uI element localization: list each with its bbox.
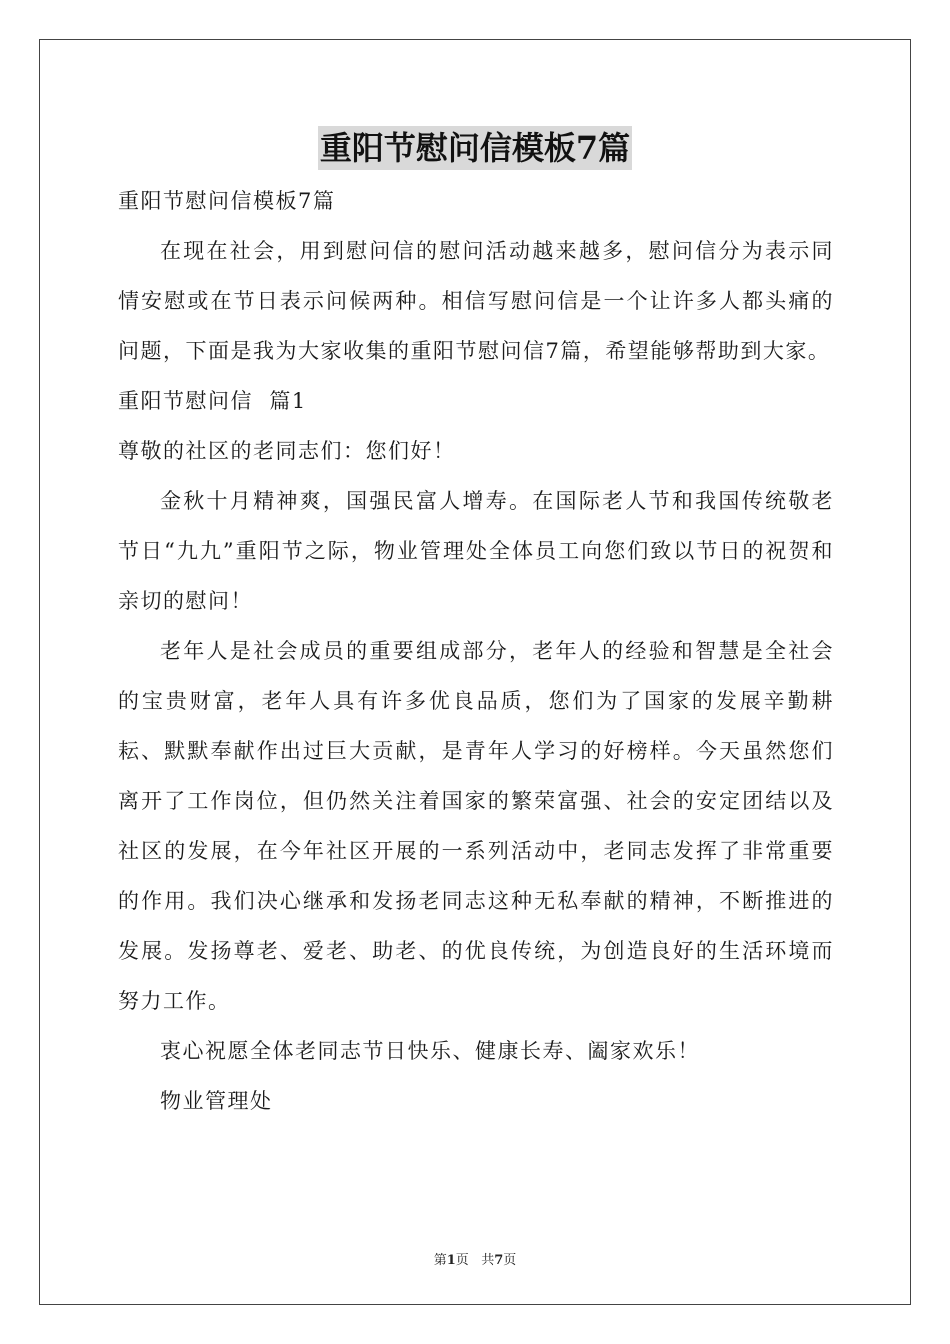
page-footer — [0, 1249, 950, 1268]
total-prefix: 共 — [481, 1253, 495, 1268]
page-suffix: 页 — [455, 1253, 469, 1268]
document-body — [118, 176, 834, 1126]
total-suffix: 页 — [503, 1253, 517, 1268]
page-number: 1 — [446, 1253, 456, 1268]
signature: 物业管理处 — [160, 1089, 273, 1113]
total-pages: 7 — [494, 1253, 504, 1268]
title-wrap — [0, 126, 950, 170]
document-title: 重阳节慰问信模板7篇 — [318, 126, 632, 170]
section-heading: 重阳节慰问信 篇1 — [118, 389, 307, 413]
document-subtitle: 重阳节慰问信模板7篇 — [118, 189, 336, 213]
body-paragraph-2: 老年人是社会成员的重要组成部分，老年人的经验和智慧是全社会的宝贵财富，老年人具有许多优良品质，您们为了国家的发展辛勤耕耘、默默奉献作出过巨大贡献，是青年人学习的好榜样。今天虽然您们离开了工作岗位，但仍然关注着国家的繁荣富强、社会的安定团结以及社区的发展，在今年社区开展的一系列活动中，老同志发挥了非常重要的作用。我们决心继承和发扬老同志这种无私奉献的精神，不断推进的发展。发扬尊老、爱老、助老、的优良传统，为创造良好的生活环境而努力工作。 — [118, 639, 834, 1013]
salutation: 尊敬的社区的老同志们：您们好！ — [118, 439, 456, 463]
body-paragraph-1: 金秋十月精神爽，国强民富人增寿。在国际老人节和我国传统敬老节日“九九”重阳节之际，物业管理处全体员工向您们致以节日的祝贺和亲切的慰问！ — [118, 489, 834, 613]
intro-paragraph: 在现在社会，用到慰问信的慰问活动越来越多，慰问信分为表示同情安慰或在节日表示问候两种。相信写慰问信是一个让许多人都头痛的问题，下面是我为大家收集的重阳节慰问信7篇，希望能够帮助到大家。 — [118, 239, 834, 363]
closing-wish: 衷心祝愿全体老同志节日快乐、健康长寿、阖家欢乐！ — [160, 1039, 700, 1063]
page-prefix: 第 — [433, 1253, 447, 1268]
